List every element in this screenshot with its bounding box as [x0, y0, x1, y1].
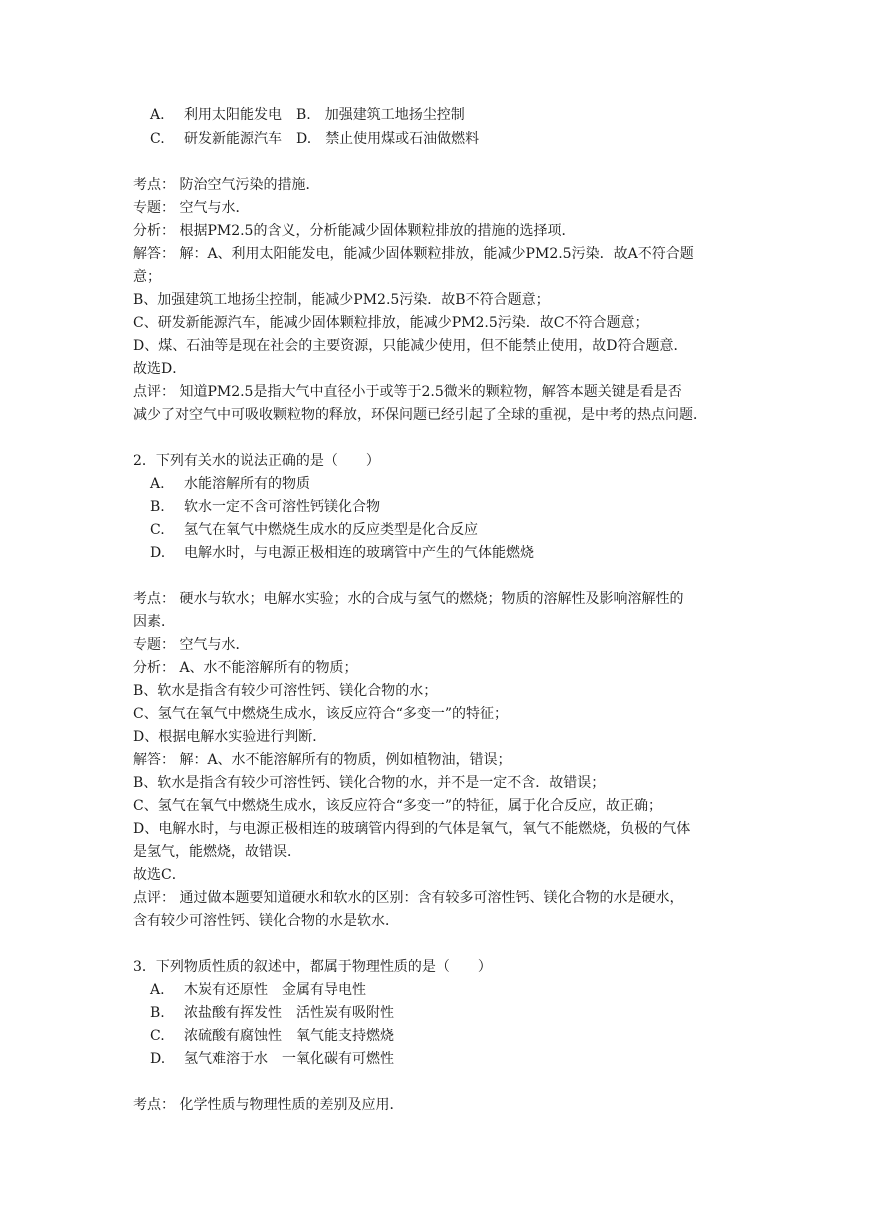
q3-kaodian: 考点： 化学性质与物理性质的差别及应用． [133, 1097, 404, 1113]
q2-fenxi-line1: 分析： A、水不能溶解所有的物质； [133, 660, 358, 676]
q1-dianping-line2: 减少了对空气中可吸收颗粒物的释放，环保问题已经引起了全球的重视，是中考的热点问题． [133, 407, 707, 423]
q2-jieda-line6: 故选C． [133, 867, 186, 883]
option-letter-a: A. [150, 107, 165, 123]
option-row-cd [150, 129, 479, 149]
q2-dianping-line2: 含有较少可溶性钙、镁化合物的水是软水． [133, 913, 399, 929]
q3-option-text: 浓盐酸有挥发性 活性炭有吸附性 [184, 1005, 394, 1021]
q2-jieda-line1: 解答： 解：A、水不能溶解所有的物质，例如植物油，错误； [133, 752, 512, 768]
q3-option-text: 氢气难溶于水 一氧化碳有可燃性 [184, 1051, 394, 1067]
q2-dianping-line1: 点评： 通过做本题要知道硬水和软水的区别：含有较多可溶性钙、镁化合物的水是硬水， [133, 890, 684, 906]
q2-jieda-line4: D、电解水时，与电源正极相连的玻璃管内得到的气体是氧气，氧气不能燃烧，负极的气体 [133, 821, 691, 837]
q2-kaodian-line1: 考点： 硬水与软水；电解水实验；水的合成与氢气的燃烧；物质的溶解性及影响溶解性的 [133, 591, 684, 607]
q2-fenxi-line3: C、氢气在氧气中燃烧生成水，该反应符合“多变一”的特征； [133, 706, 509, 722]
q3-stem: 3．下列物质性质的叙述中，都属于物理性质的是（ ） [133, 959, 492, 975]
option-text-b: 加强建筑工地扬尘控制 [324, 107, 465, 123]
q3-option-text: 木炭有还原性 金属有导电性 [184, 982, 366, 998]
option-text-d: 禁止使用煤或石油做燃料 [325, 131, 480, 147]
q1-fenxi: 分析： 根据PM2.5的含义，分析能减少固体颗粒排放的措施的选择项． [133, 223, 576, 239]
option-text-a: 利用太阳能发电 [184, 107, 282, 123]
option-row-ab [150, 105, 465, 125]
q2-option-text: 软水一定不含可溶性钙镁化合物 [184, 499, 380, 515]
q2-kaodian-line2: 因素． [133, 614, 175, 630]
q3-option-text: 浓硫酸有腐蚀性 氧气能支持燃烧 [184, 1028, 394, 1044]
q2-fenxi-line4: D、根据电解水实验进行判断． [133, 729, 327, 745]
option-letter-b: B. [296, 107, 311, 123]
q2-option-d [150, 543, 534, 563]
q2-option-a [150, 474, 310, 494]
q3-option-b [150, 1003, 394, 1023]
q2-jieda-line5: 是氢气，能燃烧，故错误． [133, 844, 301, 860]
q2-zhuanti: 专题： 空气与水． [133, 637, 250, 653]
q2-option-text: 电解水时，与电源正极相连的玻璃管中产生的气体能燃烧 [184, 545, 534, 561]
q1-kaodian: 考点： 防治空气污染的措施． [133, 177, 320, 193]
q1-jieda-line6: 故选D． [133, 361, 187, 377]
q2-option-letter: D. [150, 545, 166, 561]
q2-option-letter: A. [150, 476, 165, 492]
q3-option-d [150, 1049, 394, 1069]
q1-jieda-line2: 意； [133, 269, 161, 285]
q3-option-a [150, 980, 366, 1000]
option-letter-d: D. [296, 131, 312, 147]
q2-option-letter: B. [150, 499, 165, 515]
q1-jieda-line4: C、研发新能源汽车，能减少固体颗粒排放，能减少PM2.5污染．故C不符合题意； [133, 315, 649, 331]
q1-jieda-line3: B、加强建筑工地扬尘控制，能减少PM2.5污染．故B不符合题意； [133, 292, 550, 308]
q2-option-b [150, 497, 380, 517]
q2-stem: 2．下列有关水的说法正确的是（ ） [133, 453, 380, 469]
q2-jieda-line2: B、软水是指含有较少可溶性钙、镁化合物的水，并不是一定不含．故错误； [133, 775, 606, 791]
q2-fenxi-line2: B、软水是指含有较少可溶性钙、镁化合物的水； [133, 683, 438, 699]
q1-jieda-line5: D、煤、石油等是现在社会的主要资源，只能减少使用，但不能禁止使用，故D符合题意． [133, 338, 688, 354]
q2-jieda-line3: C、氢气在氧气中燃烧生成水，该反应符合“多变一”的特征，属于化合反应，故正确； [133, 798, 663, 814]
q3-option-letter: B. [150, 1005, 165, 1021]
q3-option-letter: C. [150, 1028, 165, 1044]
q3-option-letter: D. [150, 1051, 166, 1067]
q3-option-letter: A. [150, 982, 165, 998]
q1-jieda-line1: 解答： 解：A、利用太阳能发电，能减少固体颗粒排放，能减少PM2.5污染．故A不符合题 [133, 246, 694, 262]
q3-option-c [150, 1026, 394, 1046]
q2-option-text: 氢气在氧气中燃烧生成水的反应类型是化合反应 [184, 522, 478, 538]
q1-dianping-line1: 点评： 知道PM2.5是指大气中直径小于或等于2.5微米的颗粒物，解答本题关键是看是否 [133, 384, 682, 400]
q2-option-c [150, 520, 478, 540]
q2-option-text: 水能溶解所有的物质 [184, 476, 310, 492]
q2-option-letter: C. [150, 522, 165, 538]
option-letter-c: C. [150, 131, 165, 147]
q1-zhuanti: 专题： 空气与水． [133, 200, 250, 216]
option-text-c: 研发新能源汽车 [184, 131, 282, 147]
